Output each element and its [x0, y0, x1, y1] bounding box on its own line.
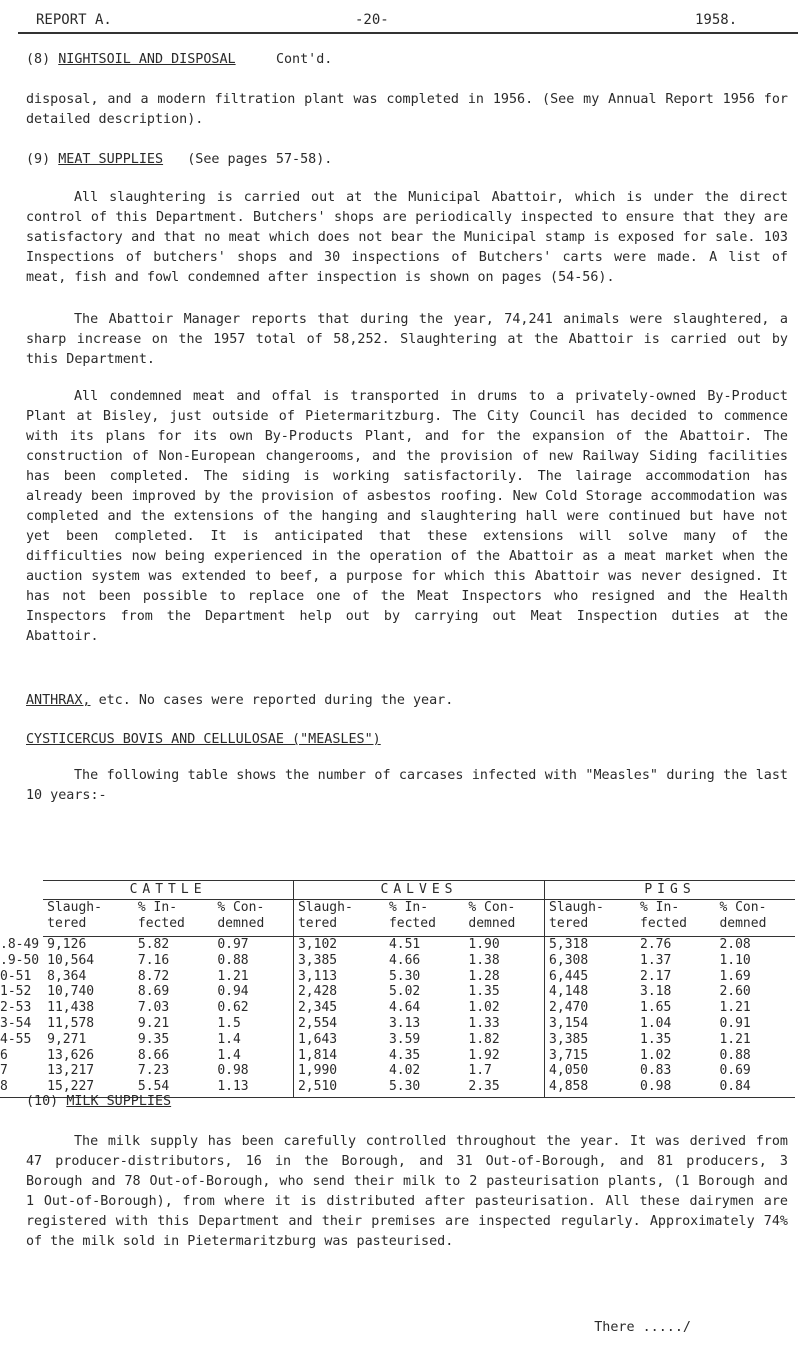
table-cell: 0.91	[719, 1015, 751, 1031]
table-cell: 1.82	[468, 1031, 500, 1047]
report-label: REPORT A.	[36, 12, 112, 28]
table-cell: 2.76	[640, 937, 672, 952]
anthrax-line	[26, 691, 788, 711]
table-cell: 4.02	[388, 1063, 421, 1079]
table-cell: 1.38	[468, 952, 500, 968]
table-column-header	[0, 900, 795, 937]
table-cell: 9.21	[137, 1015, 170, 1031]
table-cell: 3,154	[545, 1016, 636, 1032]
table-cell: 1.92	[468, 1047, 500, 1063]
table-body	[0, 937, 795, 1098]
table-cell: 1.10	[719, 952, 751, 968]
paragraph-slaughtering: All slaughtering is carried out at the Municipal Abattoir, which is under the direct control of this Department. Butchers' shops are periodically inspected to ensure that they are satisfactory and that no meat which does not bear the Municipal stamp is exposed for sale. 103 Inspections of butchers' shops and 30 inspections of Butchers' carts were made. A list of meat, fish and fowl condemned after inspection is shown on pages (54-56).	[26, 190, 788, 285]
page-header	[0, 10, 801, 32]
table-cell: 2.60	[719, 984, 751, 1000]
table-cell: 3,102	[293, 937, 384, 953]
section-10-heading	[26, 1092, 788, 1112]
table-cell: 3,715	[545, 1048, 636, 1064]
milk-paragraph: The milk supply has been carefully controlled throughout the year. It was derived from 47 producer-distributors, 16 in the Borough, and 31 Out-of-Borough, and 81 producers, 3 Borough and 78 Out-of-Borough, who send their milk to 2 pasteurisation plants, (1 Borough and 1 Out-of-Borough), from where it is distributed after pasteurisation. All these dairymen are registered with this Department and their premises are inspected regularly. Approximately 74% of the milk sold in Pietermaritzburg was pasteurised.	[26, 1134, 788, 1249]
paragraph-abattoir-manager: The Abattoir Manager reports that during the year, 74,241 animals were slaughtered, a sharp increase on the 1957 total of 58,252. Slaughtering at the Abattoir is carried out by this Department.	[26, 312, 788, 367]
table-cell: 13,217	[47, 1063, 95, 1079]
table-cell: 8.66	[137, 1047, 170, 1063]
group-pigs: PIGS	[545, 881, 795, 900]
table-cell: 6,308	[545, 953, 636, 969]
table-cell: 1.65	[640, 1000, 672, 1016]
table-cell: 9.35	[137, 1031, 170, 1047]
table-cell: 5.82	[137, 937, 170, 952]
table-cell: 1.4	[217, 1047, 241, 1063]
row-year: .8-49	[0, 936, 40, 952]
section-8-heading	[26, 50, 788, 70]
table-cell: 1,643	[293, 1032, 384, 1048]
continued-label: Cont'd.	[275, 52, 333, 67]
table-cell: 2,470	[545, 1000, 636, 1016]
table-cell: 3,385	[293, 953, 384, 969]
table-cell: 2.08	[719, 937, 751, 952]
table-cell: 0.84	[715, 1079, 795, 1097]
table-cell: 10,740	[47, 984, 95, 1000]
table-cell: 2.35	[464, 1079, 544, 1097]
catchword: There ...../	[594, 1320, 691, 1335]
row-year: 7	[0, 1063, 8, 1079]
table-cell: 1.37	[640, 952, 672, 968]
table-cell: 4,148	[545, 984, 636, 1000]
table-cell: 5.02	[388, 984, 421, 1000]
row-year: 8	[0, 1079, 43, 1097]
table-cell: 13,626	[47, 1047, 95, 1063]
row-year: 3-54	[0, 1015, 32, 1031]
table-cell: 2.17	[640, 968, 672, 984]
section-title: NIGHTSOIL AND DISPOSAL	[58, 52, 236, 67]
table-cell: 7.03	[137, 1000, 170, 1016]
table-cell: 9,271	[47, 1031, 87, 1047]
col-cattle-infected: % In- fected	[134, 900, 213, 937]
table-cell: 11,438	[47, 1000, 95, 1016]
table-cell: 3.59	[388, 1031, 421, 1047]
table-row	[0, 953, 795, 969]
table-row	[0, 1048, 795, 1064]
table-cell: 5.30	[388, 968, 421, 984]
table-row	[0, 937, 795, 953]
table-cell: 8.69	[137, 984, 170, 1000]
table-cell: 4.64	[388, 1000, 421, 1016]
table-cell: 3.13	[388, 1015, 421, 1031]
table-cell: 11,578	[47, 1015, 95, 1031]
report-year: 1958.	[695, 12, 738, 28]
section-number: (10)	[26, 1094, 59, 1109]
anthrax-title: ANTHRAX,	[26, 693, 91, 708]
table-cell: 2,345	[293, 1000, 384, 1016]
col-calves-condemned: % Con- demned	[464, 900, 544, 937]
table-cell: 10,564	[47, 952, 95, 968]
table-cell: 0.94	[217, 984, 249, 1000]
table-cell: 4.66	[388, 952, 421, 968]
table-cell: 1.02	[640, 1047, 672, 1063]
table-cell: 1,990	[293, 1063, 384, 1079]
col-pigs-infected: % In- fected	[636, 900, 715, 937]
table-cell: 5.54	[134, 1079, 213, 1097]
table-cell: 1.21	[719, 1000, 751, 1016]
table-cell: 3.18	[640, 984, 672, 1000]
table-cell: 0.88	[719, 1047, 751, 1063]
table-cell: 0.98	[217, 1063, 249, 1079]
table-cell: 1.90	[468, 937, 500, 952]
col-cattle-condemned: % Con- demned	[213, 900, 293, 937]
paragraph-condemned-meat: All condemned meat and offal is transported in drums to a privately-owned By-Product Plant at Bisley, just outside of Pietermaritzburg. The City Council has decided to commence with its plans for its own By-Products Plant, and for the expansion of the Abattoir. The construction of Non-European changerooms, and the provision of new Railway Siding facilities has been completed. The siding is working satisfactorily. The lairage accommodation has already been improved by the provision of asbestos roofing. New Cold Storage accommodation was completed and the extensions of the hanging and slaughtering hall were continued but have not yet been completed. It is anticipated that these extensions will solve many of the difficulties now being experienced in the operation of the Abattoir as a meat market when the auction system was extended to beef, a purpose for which this Abattoir was never designed. It has not been possible to replace one of the Meat Inspectors who resigned and the Health Inspectors from the Department help out by carrying out Meat Inspection duties at the Abattoir.	[26, 389, 788, 644]
table-row	[0, 969, 795, 985]
section-9-heading	[26, 150, 788, 170]
row-year: 4-55	[0, 1031, 32, 1047]
section-number: (9)	[26, 152, 51, 167]
table-cell: 1.04	[640, 1015, 672, 1031]
table-cell: 6,445	[545, 969, 636, 985]
header-rule	[18, 32, 798, 34]
page-reference: (See pages 57-58).	[187, 152, 333, 167]
table-cell: 0.83	[640, 1063, 672, 1079]
table-cell: 5.30	[385, 1079, 464, 1097]
table-cell: 5,318	[545, 937, 636, 953]
table-cell: 3,113	[293, 969, 384, 985]
table-cell: 1.7	[468, 1063, 492, 1079]
table-cell: 1,814	[293, 1048, 384, 1064]
table-row	[0, 1016, 795, 1032]
table-cell: 3,385	[545, 1032, 636, 1048]
table-cell: 1.35	[640, 1031, 672, 1047]
col-cattle-slaughtered: Slaugh- tered	[43, 900, 134, 937]
table-group-header	[0, 881, 795, 900]
table-cell: 8,364	[47, 968, 87, 984]
measles-table	[0, 880, 795, 1098]
table-cell: 0.98	[636, 1079, 715, 1097]
table-cell: 1.4	[217, 1031, 241, 1047]
section-8-paragraph: disposal, and a modern filtration plant was completed in 1956. (See my Annual Report 1956 for detailed description).	[26, 92, 788, 127]
table-cell: 0.69	[719, 1063, 751, 1079]
group-cattle: CATTLE	[43, 881, 293, 900]
measles-intro-paragraph: The following table shows the number of carcases infected with "Measles" during the last 10 years:-	[26, 768, 788, 803]
table-cell: 7.23	[137, 1063, 170, 1079]
table-cell: 2,554	[293, 1016, 384, 1032]
section-number: (8)	[26, 52, 51, 67]
table-cell: 8.72	[137, 968, 170, 984]
row-year: 2-53	[0, 1000, 32, 1016]
row-year: 1-52	[0, 984, 32, 1000]
col-pigs-slaughtered: Slaugh- tered	[545, 900, 636, 937]
col-calves-slaughtered: Slaugh- tered	[293, 900, 384, 937]
table-row	[0, 1063, 795, 1079]
anthrax-text: etc. No cases were reported during the year.	[98, 693, 454, 708]
table-cell: 1.69	[719, 968, 751, 984]
table-cell: 0.62	[217, 1000, 249, 1016]
col-pigs-condemned: % Con- demned	[715, 900, 795, 937]
row-year: 0-51	[0, 968, 32, 984]
table-cell: 4,050	[545, 1063, 636, 1079]
row-year: .9-50	[0, 952, 40, 968]
table-row	[0, 984, 795, 1000]
section-title: MILK SUPPLIES	[66, 1094, 172, 1109]
table-row	[0, 1000, 795, 1016]
table-cell: 1.35	[468, 984, 500, 1000]
table-cell: 9,126	[47, 937, 87, 952]
col-calves-infected: % In- fected	[385, 900, 464, 937]
table-cell: 7.16	[137, 952, 170, 968]
group-calves: CALVES	[293, 881, 544, 900]
table-cell: 1.28	[468, 968, 500, 984]
table-cell: 4,858	[545, 1079, 636, 1097]
table-cell: 15,227	[43, 1079, 134, 1097]
table-cell: 2,510	[293, 1079, 384, 1097]
table-cell: 1.21	[217, 968, 249, 984]
table-cell: 1.33	[468, 1015, 500, 1031]
table-cell: 1.13	[213, 1079, 293, 1097]
table-cell: 4.35	[388, 1047, 421, 1063]
section-title: MEAT SUPPLIES	[58, 152, 164, 167]
table-cell: 4.51	[388, 937, 421, 952]
table-cell: 0.97	[217, 937, 249, 952]
table-cell: 1.02	[468, 1000, 500, 1016]
table-row	[0, 1032, 795, 1048]
cysticercus-title: CYSTICERCUS BOVIS AND CELLULOSAE ("MEASLES")	[26, 732, 381, 747]
table-cell: 2,428	[293, 984, 384, 1000]
page-number: -20-	[355, 12, 389, 28]
row-year: 6	[0, 1047, 8, 1063]
table-cell: 1.21	[719, 1031, 751, 1047]
table-cell: 1.5	[217, 1015, 241, 1031]
table-cell: 0.88	[217, 952, 249, 968]
